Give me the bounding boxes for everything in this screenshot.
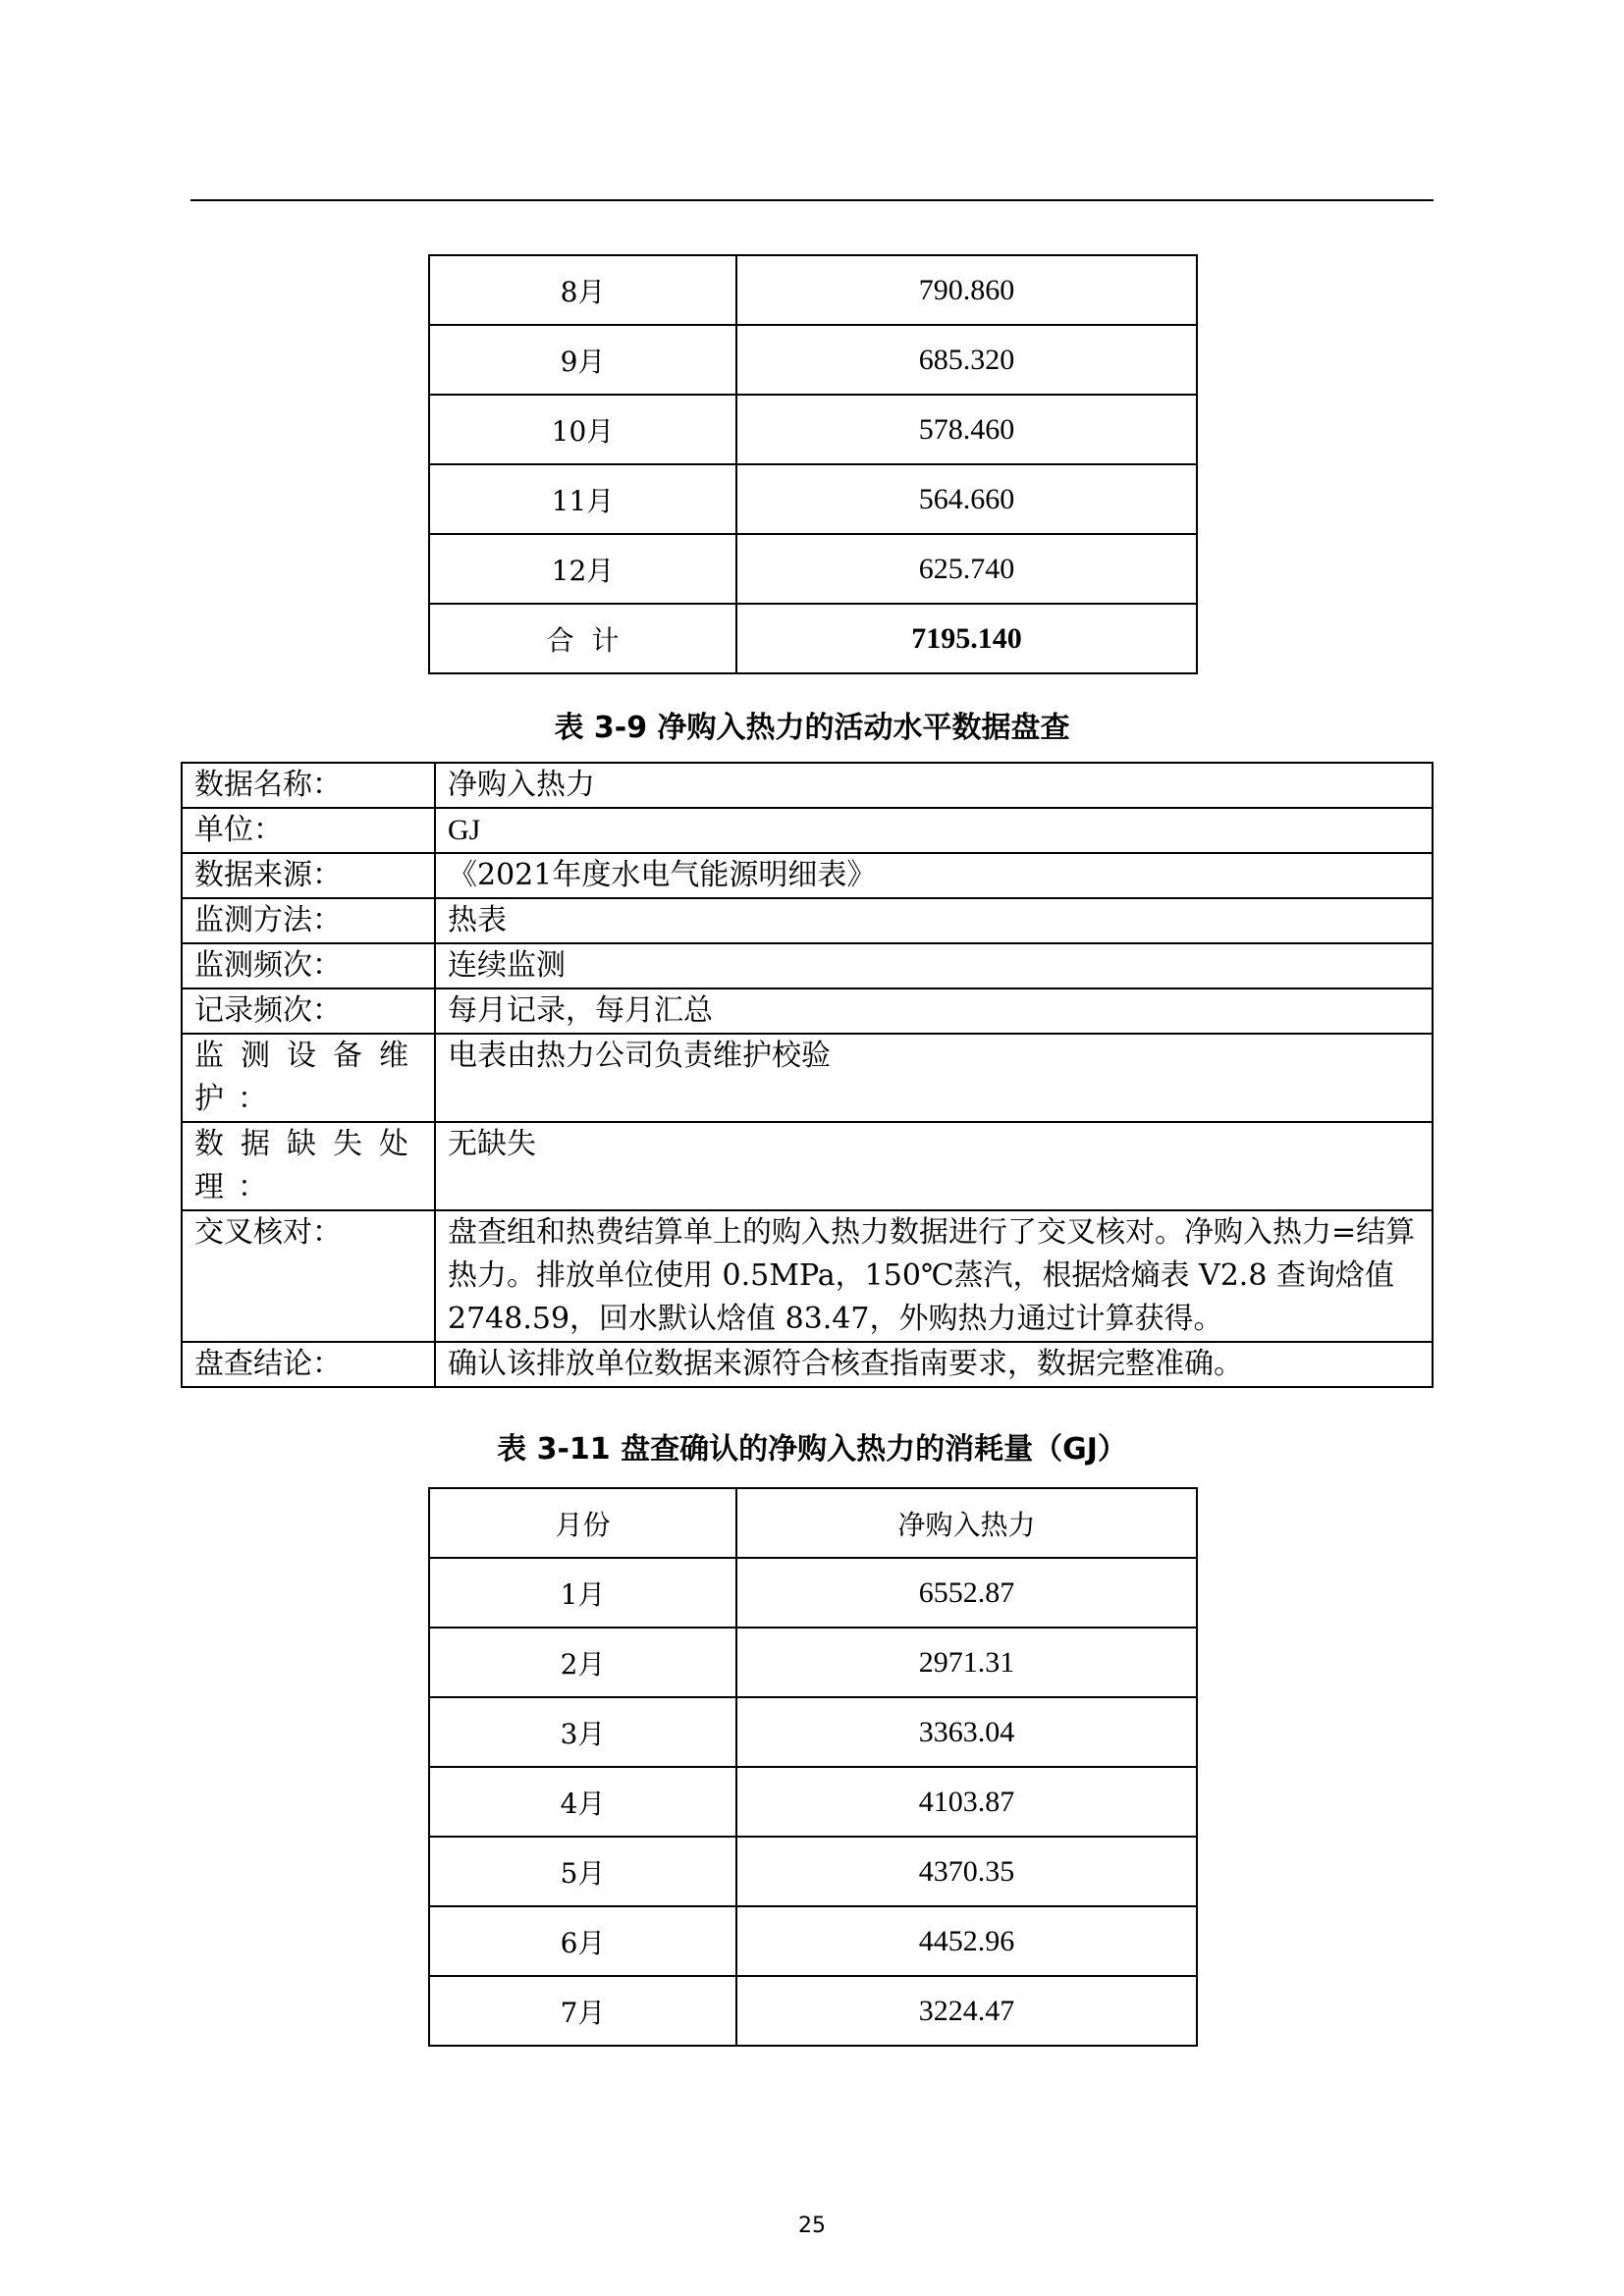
row-value: 连续监测 bbox=[435, 943, 1433, 988]
table-row bbox=[182, 943, 1433, 988]
table-row bbox=[429, 534, 1197, 604]
month-cell: 2月 bbox=[429, 1628, 736, 1697]
total-label: 合 计 bbox=[429, 604, 736, 673]
table-header-row bbox=[429, 1488, 1197, 1558]
table-row bbox=[182, 988, 1433, 1034]
table-row bbox=[429, 395, 1197, 464]
row-value: 《2021年度水电气能源明细表》 bbox=[435, 853, 1433, 898]
row-value: 盘查组和热费结算单上的购入热力数据进行了交叉核对。净购入热力=结算热力。排放单位使用 0.5MPa，150℃蒸汽，根据焓熵表 V2.8 查询焓值 2748.59，回水默认焓值 83.47，外购热力通过计算获得。 bbox=[435, 1210, 1433, 1342]
table-row bbox=[429, 255, 1197, 325]
value-cell: 564.660 bbox=[736, 464, 1197, 534]
table-row bbox=[182, 1342, 1433, 1387]
month-cell: 5月 bbox=[429, 1837, 736, 1906]
row-value: 每月记录，每月汇总 bbox=[435, 988, 1433, 1034]
month-cell: 1月 bbox=[429, 1558, 736, 1628]
monthly-heat-consumption-table bbox=[428, 1487, 1198, 2047]
table-row bbox=[429, 1697, 1197, 1767]
value-cell: 3224.47 bbox=[736, 1976, 1197, 2046]
table-caption: 表 3-9 净购入热力的活动水平数据盘查 bbox=[554, 711, 1070, 745]
month-cell: 4月 bbox=[429, 1767, 736, 1837]
table-row bbox=[429, 1558, 1197, 1628]
table-row bbox=[182, 1210, 1433, 1342]
row-key: 数据来源： bbox=[182, 853, 435, 898]
total-row bbox=[429, 604, 1197, 673]
table-row bbox=[429, 464, 1197, 534]
total-value: 7195.140 bbox=[736, 604, 1197, 673]
value-cell: 685.320 bbox=[736, 325, 1197, 395]
page-number: 25 bbox=[798, 2214, 826, 2238]
value-cell: 4452.96 bbox=[736, 1906, 1197, 1976]
row-value: 电表由热力公司负责维护校验 bbox=[435, 1034, 1433, 1122]
row-key: 记录频次： bbox=[182, 988, 435, 1034]
row-value: 确认该排放单位数据来源符合核查指南要求，数据完整准确。 bbox=[435, 1342, 1433, 1387]
value-cell: 3363.04 bbox=[736, 1697, 1197, 1767]
row-key: 交叉核对： bbox=[182, 1210, 435, 1342]
row-key: 监测方法： bbox=[182, 898, 435, 943]
table-row bbox=[182, 808, 1433, 853]
month-cell: 8月 bbox=[429, 255, 736, 325]
month-cell: 7月 bbox=[429, 1976, 736, 2046]
month-cell: 11月 bbox=[429, 464, 736, 534]
table-row bbox=[429, 1628, 1197, 1697]
row-key: 监测频次： bbox=[182, 943, 435, 988]
month-cell: 6月 bbox=[429, 1906, 736, 1976]
row-value: GJ bbox=[435, 808, 1433, 853]
value-cell: 4370.35 bbox=[736, 1837, 1197, 1906]
column-header-value: 净购入热力 bbox=[736, 1488, 1197, 1558]
table-row bbox=[429, 325, 1197, 395]
row-key: 单位： bbox=[182, 808, 435, 853]
month-cell: 9月 bbox=[429, 325, 736, 395]
table-row bbox=[182, 898, 1433, 943]
month-cell: 3月 bbox=[429, 1697, 736, 1767]
table-row bbox=[182, 853, 1433, 898]
row-key: 数据名称： bbox=[182, 763, 435, 808]
table-row bbox=[182, 1122, 1433, 1210]
value-cell: 625.740 bbox=[736, 534, 1197, 604]
row-key: 盘查结论： bbox=[182, 1342, 435, 1387]
header-rule bbox=[190, 199, 1434, 201]
value-cell: 6552.87 bbox=[736, 1558, 1197, 1628]
row-value: 净购入热力 bbox=[435, 763, 1433, 808]
row-value: 无缺失 bbox=[435, 1122, 1433, 1210]
table-caption: 表 3-11 盘查确认的净购入热力的消耗量（GJ） bbox=[497, 1432, 1127, 1467]
column-header-month: 月份 bbox=[429, 1488, 736, 1558]
row-key: 数据缺失处理： bbox=[182, 1122, 435, 1210]
value-cell: 2971.31 bbox=[736, 1628, 1197, 1697]
month-cell: 12月 bbox=[429, 534, 736, 604]
value-cell: 4103.87 bbox=[736, 1767, 1197, 1837]
table-row bbox=[182, 1034, 1433, 1122]
table-row bbox=[429, 1906, 1197, 1976]
table-row bbox=[182, 763, 1433, 808]
monthly-heat-table-continued bbox=[428, 254, 1198, 674]
row-value: 热表 bbox=[435, 898, 1433, 943]
data-check-table bbox=[181, 762, 1434, 1388]
row-key: 监测设备维护： bbox=[182, 1034, 435, 1122]
table-row bbox=[429, 1837, 1197, 1906]
month-cell: 10月 bbox=[429, 395, 736, 464]
value-cell: 578.460 bbox=[736, 395, 1197, 464]
table-row bbox=[429, 1767, 1197, 1837]
table-row bbox=[429, 1976, 1197, 2046]
value-cell: 790.860 bbox=[736, 255, 1197, 325]
